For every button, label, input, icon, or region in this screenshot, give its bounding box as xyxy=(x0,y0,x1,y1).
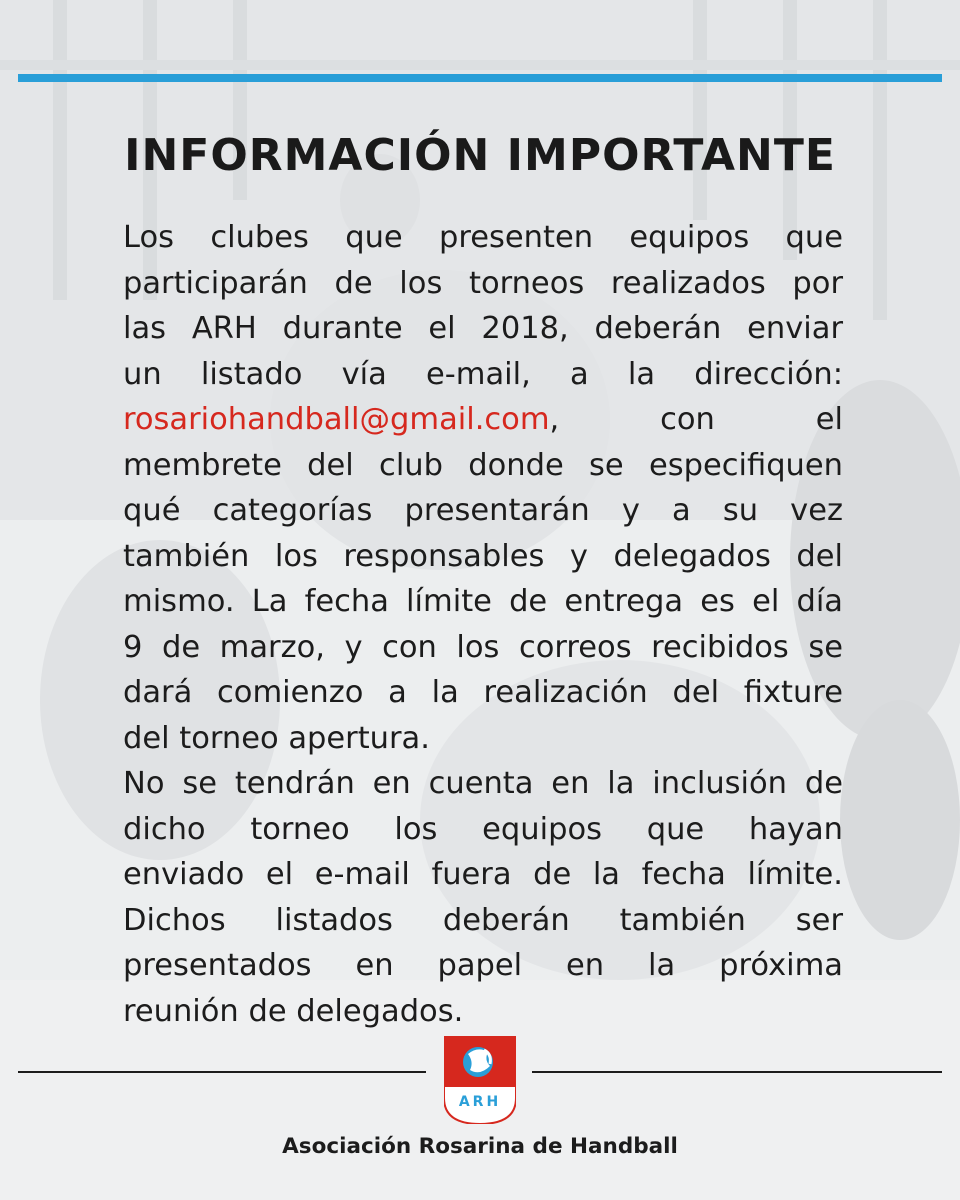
organization-name: Asociación Rosarina de Handball xyxy=(282,1134,678,1159)
body-line: un listado vía e-mail, a la dirección: xyxy=(123,356,843,392)
email-suffix: , con el xyxy=(549,402,843,437)
body-line: dicho torneo los equipos que hayan xyxy=(123,811,843,847)
email-line xyxy=(123,397,843,443)
notice-body xyxy=(123,215,843,1034)
body-line: 9 de marzo, y con los correos recibidos se xyxy=(123,629,843,665)
arh-logo xyxy=(444,1036,516,1124)
page-title: INFORMACIÓN IMPORTANTE xyxy=(124,130,836,181)
body-line: dará comienzo a la realización del fixture xyxy=(123,675,843,710)
top-accent-rule xyxy=(18,74,942,82)
body-line: participarán de los torneos realizados por xyxy=(123,265,843,301)
body-line: enviado el e-mail fuera de la fecha límite. xyxy=(123,857,843,892)
email-link[interactable]: rosariohandball@gmail.com xyxy=(123,402,550,437)
body-line: reunión de delegados. xyxy=(123,993,464,1029)
body-line: No se tendrán en cuenta en la inclusión de xyxy=(123,766,843,801)
body-line: membrete del club donde se especifiquen xyxy=(123,447,843,483)
footer-rule-right xyxy=(532,1071,942,1073)
body-line: Los clubes que presenten equipos que xyxy=(123,220,843,255)
body-line: qué categorías presentarán y a su vez xyxy=(123,493,843,528)
body-line: presentados en papel en la próxima xyxy=(123,948,843,983)
body-line: también los responsables y delegados del xyxy=(123,538,843,574)
body-line: las ARH durante el 2018, deberán enviar xyxy=(123,311,843,346)
body-line: del torneo apertura. xyxy=(123,720,430,756)
footer-rule-left xyxy=(18,1071,426,1073)
body-line: mismo. La fecha límite de entrega es el día xyxy=(123,584,843,619)
body-line: Dichos listados deberán también ser xyxy=(123,902,843,938)
logo-text: ARH xyxy=(458,1094,502,1110)
